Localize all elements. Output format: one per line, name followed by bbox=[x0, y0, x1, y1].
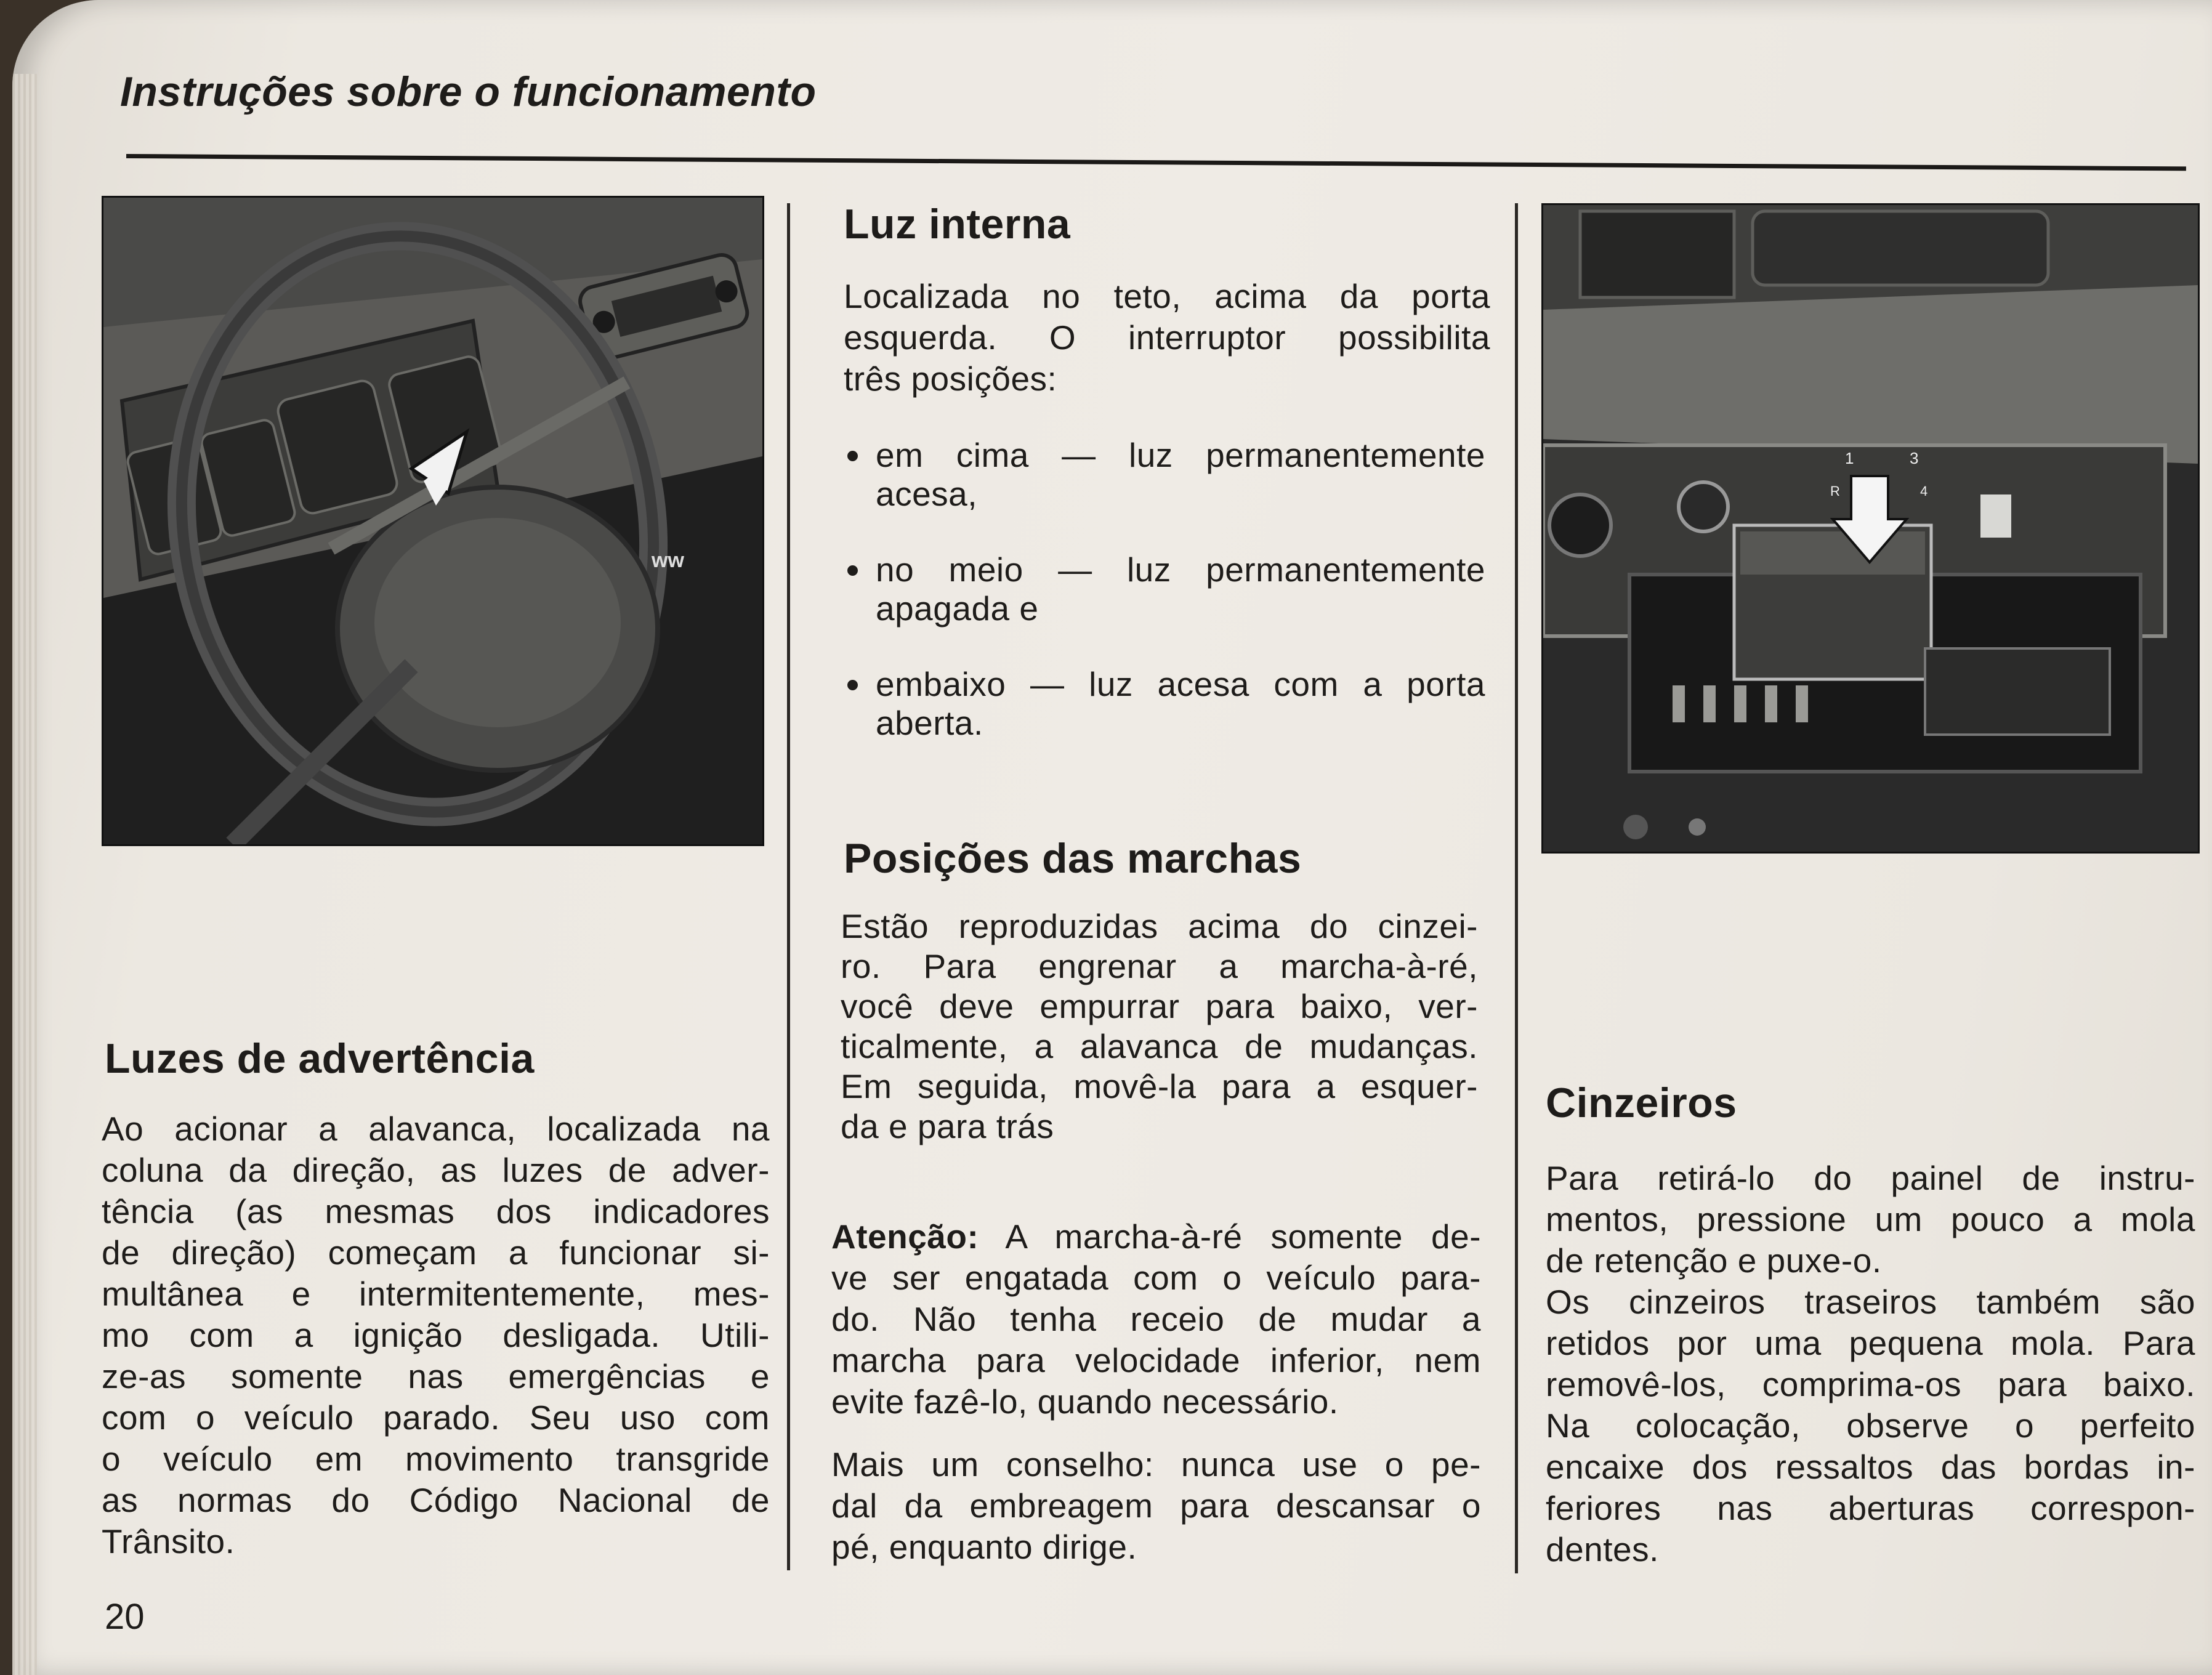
list-item bbox=[844, 436, 1485, 514]
text-line: evite fazê-lo, quando necessário. bbox=[831, 1382, 1339, 1421]
atencao-first-line: A marcha-à-ré somente de- bbox=[1005, 1217, 1482, 1256]
column-divider-left bbox=[787, 203, 790, 1570]
text-line: no meio — luz permanentemente bbox=[876, 551, 1485, 589]
text-line: você deve empurrar para baixo, ver- bbox=[841, 987, 1478, 1025]
text-line: acesa, bbox=[876, 475, 978, 513]
text-line: encaixe dos ressaltos das bordas in- bbox=[1546, 1448, 2195, 1486]
text-line: Em seguida, movê-la para a esquer- bbox=[841, 1067, 1478, 1105]
text-line: mentos, pressione um pouco a mola bbox=[1546, 1200, 2195, 1238]
text-line: apagada e bbox=[876, 589, 1039, 628]
text-line: as normas do Código Nacional de bbox=[102, 1481, 770, 1519]
text-line: multânea e intermitentemente, mes- bbox=[102, 1275, 770, 1313]
text-line: em cima — luz permanentemente bbox=[876, 436, 1485, 474]
ashtray-illustration bbox=[1543, 205, 2198, 852]
text-line: Os cinzeiros traseiros também são bbox=[1546, 1283, 2195, 1321]
text-line: dal da embreagem para descansar o bbox=[831, 1487, 1481, 1525]
text-line: ve ser engatada com o veículo para- bbox=[831, 1259, 1481, 1297]
atencao-label: Atenção: bbox=[831, 1217, 979, 1256]
list-item bbox=[844, 665, 1485, 743]
manual-page bbox=[12, 0, 2212, 1675]
gear-marker-r: R bbox=[1830, 483, 1840, 499]
text-line: feriores nas aberturas correspon- bbox=[1546, 1489, 2195, 1527]
text-line: Estão reproduzidas acima do cinzei- bbox=[841, 907, 1478, 945]
text-line: Ao acionar a alavanca, localizada na bbox=[102, 1110, 770, 1148]
text-line: com o veículo parado. Seu uso com bbox=[102, 1399, 770, 1437]
text-line: pé, enquanto dirige. bbox=[831, 1528, 1137, 1566]
column-divider-right bbox=[1515, 203, 1518, 1573]
header-rule bbox=[126, 154, 2186, 171]
posicoes-marchas-text bbox=[841, 906, 1478, 1147]
text-line: Na colocação, observe o perfeito bbox=[1546, 1407, 2195, 1445]
text-line: Trânsito. bbox=[102, 1522, 235, 1560]
text-line: Localizada no teto, acima da porta bbox=[844, 277, 1490, 315]
svg-text:ww: ww bbox=[652, 549, 684, 572]
heading-luz-interna: Luz interna bbox=[844, 201, 1071, 248]
text-line: de direção) começam a funcionar si- bbox=[102, 1233, 770, 1272]
page-number: 20 bbox=[105, 1597, 145, 1637]
text-line: coluna da direção, as luzes de adver- bbox=[102, 1151, 770, 1189]
text-line: Para retirá-lo do painel de instru- bbox=[1546, 1159, 2195, 1197]
text-line: marcha para velocidade inferior, nem bbox=[831, 1341, 1481, 1379]
text-line: removê-los, comprima-os para baixo. bbox=[1546, 1365, 2195, 1403]
text-line: da e para trás bbox=[841, 1107, 1054, 1145]
ashtray-photo bbox=[1541, 203, 2200, 854]
gear-marker-4: 4 bbox=[1920, 483, 1928, 499]
steering-wheel-illustration bbox=[103, 198, 762, 844]
heading-luzes-advertencia: Luzes de advertência bbox=[105, 1035, 535, 1082]
text-line: ro. Para engrenar a marcha-à-ré, bbox=[841, 947, 1478, 985]
text-line: ticalmente, a alavanca de mudanças. bbox=[841, 1027, 1478, 1065]
text-line: três posições: bbox=[844, 360, 1057, 398]
text-line: retidos por uma pequena mola. Para bbox=[1546, 1324, 2195, 1362]
atencao-text bbox=[831, 1216, 1481, 1423]
page-edge bbox=[12, 74, 37, 1675]
text-line: dentes. bbox=[1546, 1530, 1659, 1568]
conselho-text bbox=[831, 1444, 1481, 1568]
text-line: Mais um conselho: nunca use o pe- bbox=[831, 1445, 1481, 1483]
text-line: ze-as somente nas emergências e bbox=[102, 1357, 770, 1395]
luz-interna-intro bbox=[844, 276, 1490, 400]
text-line: o veículo em movimento transgride bbox=[102, 1440, 770, 1478]
text-line: tência (as mesmas dos indicadores bbox=[102, 1192, 770, 1230]
text-line: do. Não tenha receio de mudar a bbox=[831, 1300, 1481, 1338]
switch-positions-list bbox=[844, 436, 1485, 780]
text-line bbox=[831, 1216, 1481, 1257]
luzes-advertencia-text bbox=[102, 1108, 770, 1562]
running-head: Instruções sobre o funcionamento bbox=[120, 68, 817, 115]
heading-posicoes-marchas: Posições das marchas bbox=[844, 835, 1302, 882]
steering-wheel-photo bbox=[102, 196, 764, 846]
heading-cinzeiros: Cinzeiros bbox=[1546, 1080, 1737, 1126]
gear-marker-1: 1 bbox=[1845, 449, 1854, 467]
cinzeiros-text bbox=[1546, 1158, 2195, 1570]
gear-marker-3: 3 bbox=[1910, 449, 1919, 467]
text-line: aberta. bbox=[876, 704, 983, 742]
text-line: embaixo — luz acesa com a porta bbox=[876, 665, 1485, 703]
text-line: esquerda. O interruptor possibilita bbox=[844, 318, 1490, 357]
text-line: de retenção e puxe-o. bbox=[1546, 1241, 1882, 1280]
list-item bbox=[844, 551, 1485, 628]
text-line: mo com a ignição desligada. Utili- bbox=[102, 1316, 770, 1354]
